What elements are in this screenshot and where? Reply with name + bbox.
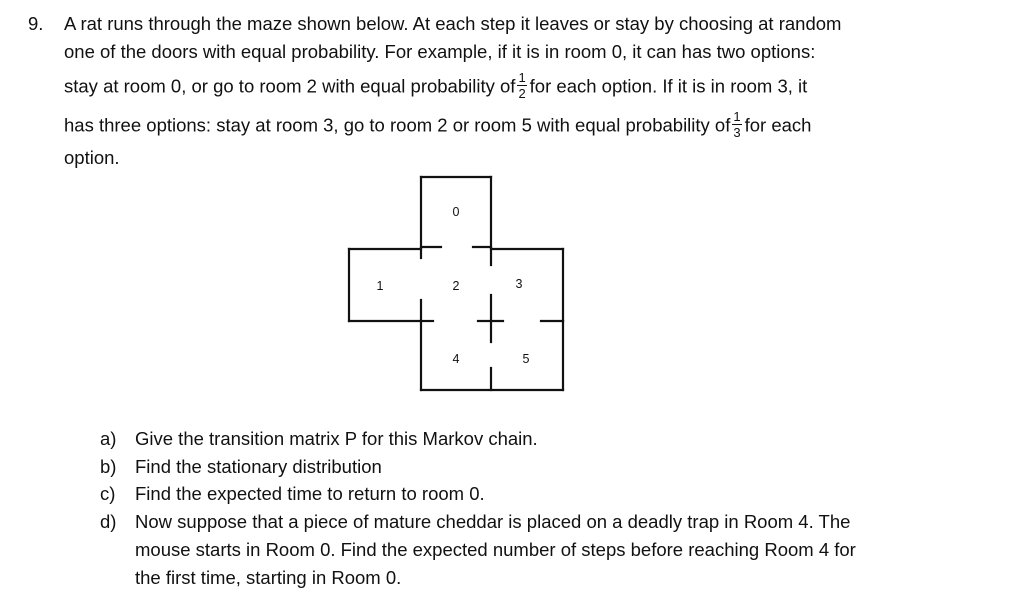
part-c-text: Find the expected time to return to room 0. bbox=[135, 483, 485, 504]
fraction-one-half bbox=[517, 71, 526, 100]
intro-line-3-text-after: for each option. If it is in room 3, it bbox=[529, 75, 808, 97]
room-label-3: 3 bbox=[515, 277, 523, 291]
fraction-one-third bbox=[732, 110, 741, 139]
fraction-half-numerator: 1 bbox=[518, 70, 526, 85]
room-label-5: 5 bbox=[522, 352, 530, 366]
part-d-text-line-2: mouse starts in Room 0. Find the expected number of steps before reaching Room 4 for bbox=[135, 539, 856, 560]
part-b-label: b) bbox=[100, 456, 117, 477]
maze-diagram bbox=[345, 175, 567, 395]
intro-line-5: option. bbox=[64, 147, 120, 168]
intro-line-1: A rat runs through the maze shown below. At each step it leaves or stay by choosing at random bbox=[64, 13, 842, 34]
intro-line-4-text-after: for each bbox=[744, 114, 812, 136]
intro-line-3 bbox=[64, 70, 808, 102]
room-label-1: 1 bbox=[376, 279, 384, 293]
part-b-text: Find the stationary distribution bbox=[135, 456, 382, 477]
intro-line-4 bbox=[64, 109, 812, 141]
intro-line-4-text-before: has three options: stay at room 3, go to room 2 or room 5 with equal probability of bbox=[64, 114, 731, 136]
part-d-text-line-1: Now suppose that a piece of mature cheddar is placed on a deadly trap in Room 4. The bbox=[135, 511, 851, 532]
part-d-text-line-3: the first time, starting in Room 0. bbox=[135, 567, 402, 588]
fraction-third-numerator: 1 bbox=[733, 109, 741, 124]
part-d-label: d) bbox=[100, 511, 117, 532]
intro-line-2: one of the doors with equal probability. For example, if it is in room 0, it can has two options: bbox=[64, 41, 816, 62]
fraction-half-denominator: 2 bbox=[518, 86, 526, 101]
fraction-third-denominator: 3 bbox=[733, 125, 741, 140]
room-label-0: 0 bbox=[452, 205, 460, 219]
part-c-label: c) bbox=[100, 483, 116, 504]
intro-line-3-text-before: stay at room 0, or go to room 2 with equal probability of bbox=[64, 75, 516, 97]
part-a-text: Give the transition matrix P for this Markov chain. bbox=[135, 428, 538, 449]
question-number: 9. bbox=[28, 13, 44, 34]
room-label-2: 2 bbox=[452, 279, 460, 293]
room-label-4: 4 bbox=[452, 352, 460, 366]
part-a-label: a) bbox=[100, 428, 117, 449]
